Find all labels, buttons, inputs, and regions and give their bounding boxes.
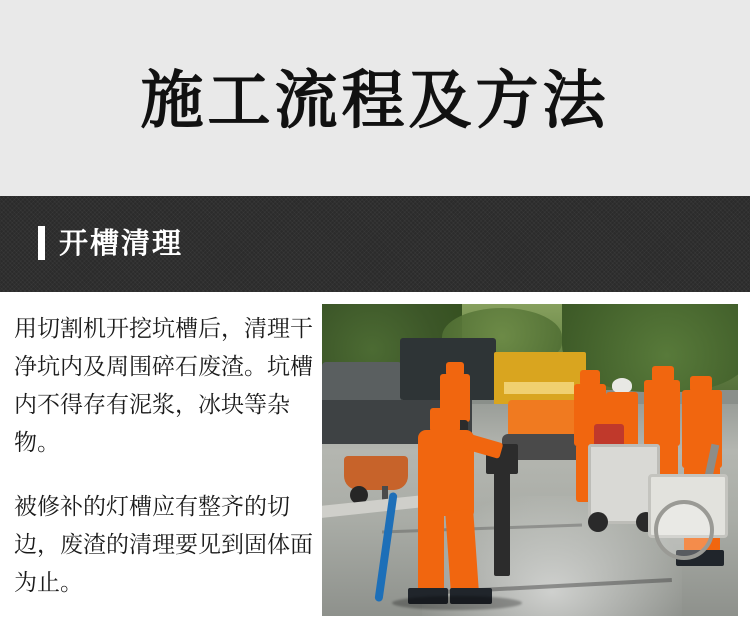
section-title-group <box>38 226 183 260</box>
construction-site-photo <box>322 304 738 616</box>
page-title: 施工流程及方法 <box>140 63 610 137</box>
paragraph-1: 用切割机开挖坑槽后，清理干净坑内及周围碎石废渣。坑槽内不得存有泥浆，冰块等杂物。 <box>14 316 313 456</box>
accent-bar-icon <box>38 226 45 260</box>
photo-main-worker-leg <box>418 510 444 592</box>
section-title: 开槽清理 <box>59 225 184 260</box>
content-area <box>0 292 750 626</box>
photo-scene <box>322 304 738 616</box>
photo-main-worker-leg <box>445 509 479 593</box>
photo-wheelbarrow <box>344 456 408 490</box>
photo-cart-wheel <box>588 512 608 532</box>
photo-worker-helmet <box>612 378 632 393</box>
section-title-bar <box>0 196 750 292</box>
description-text-column <box>14 310 314 602</box>
photo-saw-blade <box>654 500 714 560</box>
paragraph-2: 被修补的灯槽应有整齐的切边，废渣的清理要见到固体面为止。 <box>14 494 313 596</box>
photo-main-worker-helmet <box>430 408 460 432</box>
header-banner <box>0 0 750 196</box>
photo-ground-shadow <box>392 596 522 610</box>
photo-worker-body <box>644 380 680 446</box>
